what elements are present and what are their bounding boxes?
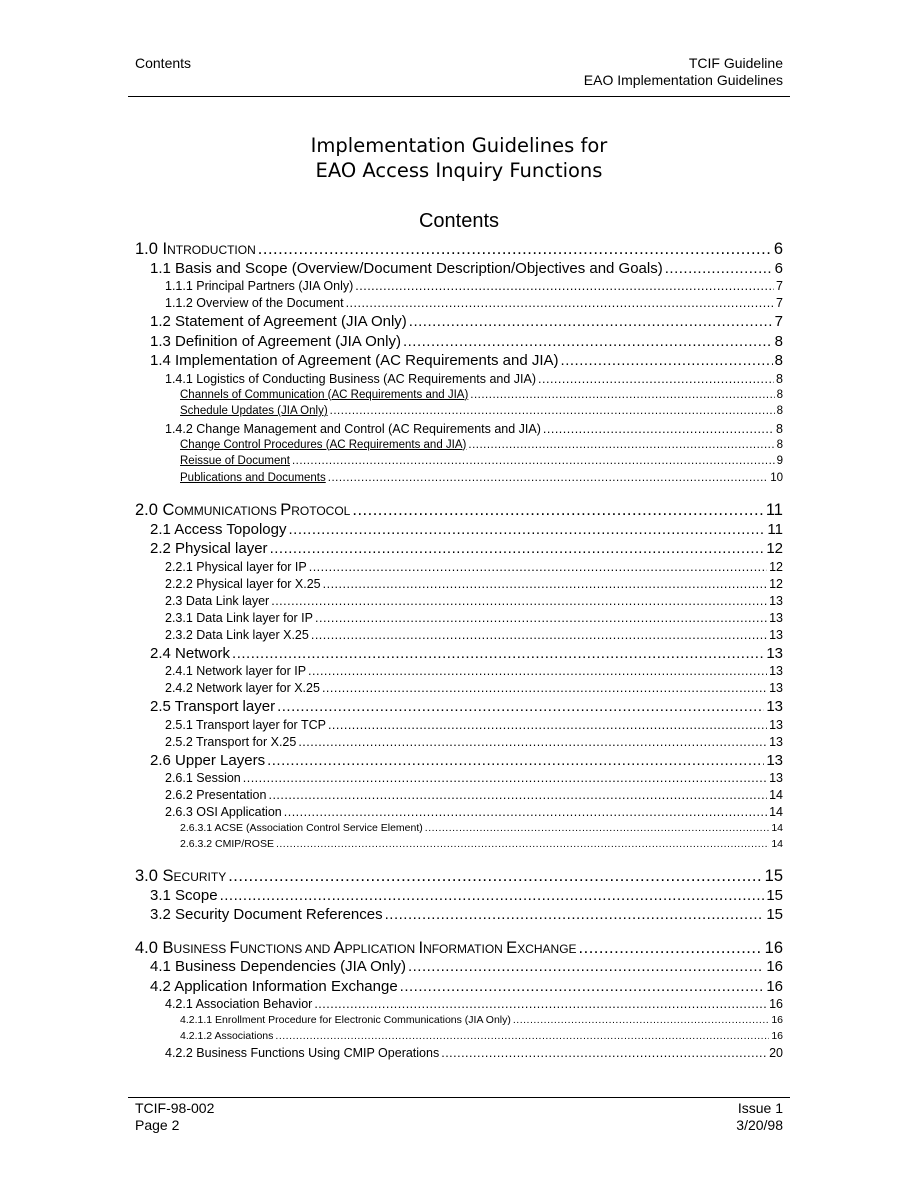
- toc-entry-title: 3.1 Scope: [150, 886, 218, 904]
- toc-page-number: 13: [766, 751, 783, 769]
- toc-entry-title: 1.1.1 Principal Partners (JIA Only): [165, 279, 354, 293]
- toc-page-number: 12: [769, 576, 783, 591]
- toc-entry-title: 2.6.3 OSI Application: [165, 805, 282, 819]
- table-of-contents: [135, 240, 783, 1063]
- toc-entry-2-2[interactable]: [135, 540, 783, 560]
- toc-entry-title: 2.2 Physical layer: [150, 540, 268, 557]
- toc-leader: [323, 577, 767, 591]
- toc-page-number: 13: [769, 610, 783, 625]
- toc-entry-title: 2.1 Access Topology: [150, 520, 287, 538]
- toc-leader: [308, 664, 767, 678]
- toc-entry-title: 2.6.3.2 CMIP/ROSE: [180, 838, 274, 850]
- toc-entry-4-2-2[interactable]: [135, 1046, 783, 1063]
- toc-leader: [267, 752, 764, 769]
- footer-left: [135, 1100, 214, 1134]
- toc-entry-2-4-2[interactable]: [135, 681, 783, 698]
- toc-page-number: 13: [766, 644, 783, 662]
- toc-entry-2-4[interactable]: [135, 645, 783, 665]
- toc-leader: [228, 867, 762, 886]
- toc-entry-2-6-3-2[interactable]: [135, 838, 783, 854]
- document-title: [0, 133, 918, 183]
- toc-leader: [385, 906, 765, 923]
- toc-leader: [328, 718, 767, 732]
- toc-page-number: 7: [776, 279, 783, 293]
- footer-page-number: Page 2: [135, 1117, 180, 1133]
- toc-page-number: 11: [767, 520, 783, 538]
- toc-leader: [328, 472, 768, 484]
- toc-entry-title: 2.4.1 Network layer for IP: [165, 664, 307, 678]
- toc-page-number: 13: [769, 717, 783, 732]
- toc-page-number: 16: [771, 1030, 783, 1042]
- toc-entry-3-2[interactable]: [135, 906, 783, 926]
- toc-leader: [346, 296, 774, 310]
- toc-page-number: 7: [776, 296, 783, 310]
- toc-entry-title: 1.4 Implementation of Agreement (AC Requirements and JIA): [150, 352, 559, 369]
- header-rule: [128, 96, 790, 97]
- toc-entry-title: 2.3 Data Link layer: [165, 593, 270, 608]
- toc-entry-4-1[interactable]: [135, 958, 783, 978]
- toc-page-number: 10: [770, 471, 783, 484]
- toc-page-number: 16: [766, 958, 783, 975]
- toc-page-number: 15: [766, 886, 783, 904]
- toc-entry-title: 2.5.2 Transport for X.25: [165, 734, 297, 749]
- header-guideline: TCIF Guideline: [688, 55, 783, 71]
- toc-leader: [441, 1046, 767, 1060]
- toc-leader: [403, 333, 773, 350]
- toc-entry-2-2-2[interactable]: [135, 577, 783, 594]
- toc-entry-title: Publications and Documents: [180, 471, 326, 484]
- toc-entry-title: 1.3 Definition of Agreement (JIA Only): [150, 332, 401, 350]
- toc-entry-4-2-1-2[interactable]: [135, 1030, 783, 1046]
- toc-entry-title: 2.6 Upper Layers: [150, 751, 266, 769]
- toc-entry-title: 4.2 Application Information Exchange: [150, 977, 398, 995]
- toc-page-number: 14: [771, 838, 783, 850]
- toc-page-number: 6: [773, 240, 783, 258]
- toc-page-number: 8: [776, 388, 783, 401]
- toc-entry-4-0[interactable]: [135, 939, 783, 959]
- toc-entry-title: 2.3.2 Data Link layer X.25: [165, 627, 309, 642]
- toc-leader: [408, 958, 764, 975]
- toc-entry-2-5-2[interactable]: [135, 735, 783, 752]
- toc-page-number: 8: [776, 405, 783, 417]
- toc-entry-4-2[interactable]: [135, 978, 783, 998]
- toc-entry-2-6-3-1[interactable]: [135, 822, 783, 838]
- toc-entry-title: 1.2 Statement of Agreement (JIA Only): [150, 313, 407, 330]
- toc-entry-3-1[interactable]: [135, 887, 783, 907]
- toc-page-number: 7: [774, 313, 783, 330]
- toc-entry-title: 2.6.3.1 ACSE (Association Control Service Element): [180, 822, 423, 834]
- toc-entry-title: 4.2.2 Business Functions Using CMIP Operations: [165, 1046, 440, 1060]
- toc-page-number: 8: [776, 438, 783, 451]
- toc-leader: [284, 805, 767, 819]
- toc-leader: [665, 260, 773, 277]
- toc-entry-title: 2.5 Transport layer: [150, 698, 276, 715]
- toc-leader: [243, 771, 767, 785]
- toc-leader: [309, 560, 767, 574]
- toc-entry-title: 2.4 Network: [150, 644, 231, 662]
- toc-entry-title: 2.0 COMMUNICATIONS PROTOCOL: [135, 501, 351, 519]
- toc-entry-publications-and-documents[interactable]: [135, 472, 783, 489]
- toc-page-number: 8: [774, 352, 783, 369]
- toc-leader: [561, 352, 773, 369]
- toc-entry-2-0[interactable]: [135, 501, 783, 521]
- toc-leader: [315, 611, 767, 625]
- toc-entry-1-1-2[interactable]: [135, 296, 783, 313]
- toc-page-number: 8: [776, 371, 783, 386]
- toc-leader: [322, 681, 767, 695]
- header-subtitle: EAO Implementation Guidelines: [583, 72, 783, 88]
- toc-page-number: 16: [766, 977, 783, 995]
- header-right: [584, 55, 783, 89]
- toc-entry-title: 3.0 SECURITY: [135, 867, 227, 885]
- toc-page-number: 13: [769, 771, 783, 785]
- toc-page-number: 13: [769, 627, 783, 642]
- toc-leader: [232, 645, 764, 662]
- toc-entry-channels-of-communication[interactable]: [135, 389, 783, 406]
- toc-page-number: 15: [764, 867, 783, 885]
- toc-leader: [400, 978, 765, 995]
- toc-page-number: 20: [769, 1046, 783, 1060]
- contents-heading: Contents: [418, 210, 500, 232]
- toc-entry-2-3[interactable]: [135, 594, 783, 611]
- toc-entry-title: Reissue of Document: [180, 455, 290, 467]
- toc-leader: [311, 628, 767, 642]
- toc-page-number: 8: [776, 421, 783, 436]
- toc-entry-title: 4.2.1.1 Enrollment Procedure for Electronic Communications (JIA Only): [180, 1014, 511, 1026]
- toc-entry-title: 3.2 Security Document References: [150, 906, 383, 923]
- toc-page-number: 14: [771, 822, 783, 834]
- toc-entry-title: 2.2.2 Physical layer for X.25: [165, 576, 321, 591]
- toc-entry-2-5-1[interactable]: [135, 718, 783, 735]
- toc-entry-change-control-procedures[interactable]: [135, 439, 783, 456]
- toc-entry-2-5[interactable]: [135, 698, 783, 718]
- toc-entry-title: Schedule Updates (JIA Only): [180, 405, 328, 417]
- toc-leader: [352, 501, 764, 520]
- toc-page-number: 12: [766, 540, 783, 557]
- toc-entry-1-4-1[interactable]: [135, 372, 783, 389]
- footer-date: 3/20/98: [736, 1117, 783, 1133]
- toc-entry-3-0[interactable]: [135, 867, 783, 887]
- toc-leader: [220, 887, 765, 904]
- toc-entry-title: 2.6.2 Presentation: [165, 788, 267, 802]
- toc-leader: [330, 405, 775, 417]
- toc-entry-1-1[interactable]: [135, 260, 783, 280]
- toc-entry-title: 1.1.2 Overview of the Document: [165, 296, 344, 310]
- toc-entry-2-6-1[interactable]: [135, 771, 783, 788]
- toc-entry-4-2-1-1[interactable]: [135, 1014, 783, 1030]
- toc-page-number: 11: [765, 501, 783, 519]
- toc-leader: [468, 439, 774, 451]
- title-line-2: EAO Access Inquiry Functions: [315, 159, 603, 182]
- toc-page-number: 15: [766, 906, 783, 923]
- toc-page-number: 16: [769, 997, 783, 1011]
- section-gap: [135, 488, 783, 501]
- footer-right: [736, 1100, 783, 1134]
- toc-leader: [579, 939, 763, 958]
- toc-page-number: 13: [769, 734, 783, 749]
- section-gap: [135, 926, 783, 939]
- toc-leader: [314, 997, 767, 1011]
- toc-page-number: 12: [769, 559, 783, 574]
- toc-page-number: 9: [776, 455, 783, 467]
- toc-page-number: 16: [771, 1014, 783, 1026]
- toc-entry-2-3-1[interactable]: [135, 611, 783, 628]
- section-gap: [135, 854, 783, 867]
- toc-entry-title: 2.4.2 Network layer for X.25: [165, 681, 320, 695]
- toc-leader: [276, 838, 769, 850]
- toc-entry-2-3-2[interactable]: [135, 628, 783, 645]
- toc-entry-title: 4.2.1 Association Behavior: [165, 997, 313, 1011]
- toc-entry-1-1-1[interactable]: [135, 279, 783, 296]
- toc-entry-2-1[interactable]: [135, 521, 783, 541]
- toc-leader: [409, 313, 773, 330]
- toc-leader: [425, 822, 770, 834]
- toc-page-number: 13: [769, 593, 783, 608]
- toc-entry-title: 2.2.1 Physical layer for IP: [165, 559, 307, 574]
- toc-leader: [543, 422, 774, 436]
- toc-page-number: 13: [769, 681, 783, 695]
- toc-leader: [288, 521, 765, 538]
- toc-entry-title: 1.0 INTRODUCTION: [135, 240, 256, 258]
- toc-leader: [513, 1014, 769, 1026]
- footer-rule: [128, 1097, 790, 1098]
- toc-entry-1-0[interactable]: [135, 240, 783, 260]
- toc-entry-title: 1.1 Basis and Scope (Overview/Document Description/Objectives and Goals): [150, 259, 663, 277]
- footer-issue: Issue 1: [737, 1100, 783, 1116]
- toc-page-number: 16: [764, 938, 783, 957]
- toc-leader: [292, 455, 775, 467]
- toc-entry-title: 4.1 Business Dependencies (JIA Only): [150, 958, 406, 975]
- toc-leader: [271, 594, 767, 608]
- toc-leader: [275, 1030, 769, 1042]
- toc-entry-title: 1.4.1 Logistics of Conducting Business (AC Requirements and JIA): [165, 371, 537, 386]
- toc-entry-title: 2.6.1 Session: [165, 771, 241, 785]
- toc-entry-2-6-2[interactable]: [135, 788, 783, 805]
- title-line-1: Implementation Guidelines for: [310, 134, 608, 157]
- toc-leader: [258, 240, 772, 259]
- toc-leader: [538, 372, 774, 386]
- toc-entry-1-2[interactable]: [135, 313, 783, 333]
- toc-entry-title: 1.4.2 Change Management and Control (AC Requirements and JIA): [165, 421, 541, 436]
- toc-leader: [277, 698, 764, 715]
- toc-page-number: 8: [774, 332, 783, 350]
- toc-leader: [355, 279, 774, 293]
- toc-page-number: 6: [774, 259, 783, 277]
- toc-entry-title: 4.0 BUSINESS FUNCTIONS AND APPLICATION INFORMATION EXCHANGE: [135, 938, 577, 957]
- toc-entry-reissue-of-document[interactable]: [135, 455, 783, 472]
- toc-entry-title: Channels of Communication (AC Requirements and JIA): [180, 388, 469, 401]
- toc-entry-title: 2.5.1 Transport layer for TCP: [165, 717, 326, 732]
- toc-entry-2-6[interactable]: [135, 752, 783, 772]
- toc-page-number: 13: [769, 664, 783, 678]
- toc-entry-1-3[interactable]: [135, 333, 783, 353]
- toc-leader: [268, 788, 767, 802]
- toc-page-number: 14: [769, 805, 783, 819]
- footer-doc-id: TCIF-98-002: [135, 1100, 215, 1116]
- header-left: Contents: [135, 55, 192, 71]
- toc-entry-title: 4.2.1.2 Associations: [180, 1030, 274, 1042]
- toc-entry-title: Change Control Procedures (AC Requirements and JIA): [180, 438, 467, 451]
- toc-entry-1-4-2[interactable]: [135, 422, 783, 439]
- toc-leader: [270, 540, 765, 557]
- toc-entry-2-4-1[interactable]: [135, 664, 783, 681]
- toc-entry-schedule-updates[interactable]: [135, 405, 783, 422]
- toc-page-number: 13: [766, 698, 783, 715]
- toc-entry-4-2-1[interactable]: [135, 997, 783, 1014]
- toc-page-number: 14: [769, 788, 783, 802]
- toc-entry-1-4[interactable]: [135, 352, 783, 372]
- toc-entry-2-6-3[interactable]: [135, 805, 783, 822]
- toc-leader: [298, 735, 767, 749]
- toc-entry-2-2-1[interactable]: [135, 560, 783, 577]
- toc-entry-title: 2.3.1 Data Link layer for IP: [165, 610, 313, 625]
- toc-leader: [470, 389, 774, 401]
